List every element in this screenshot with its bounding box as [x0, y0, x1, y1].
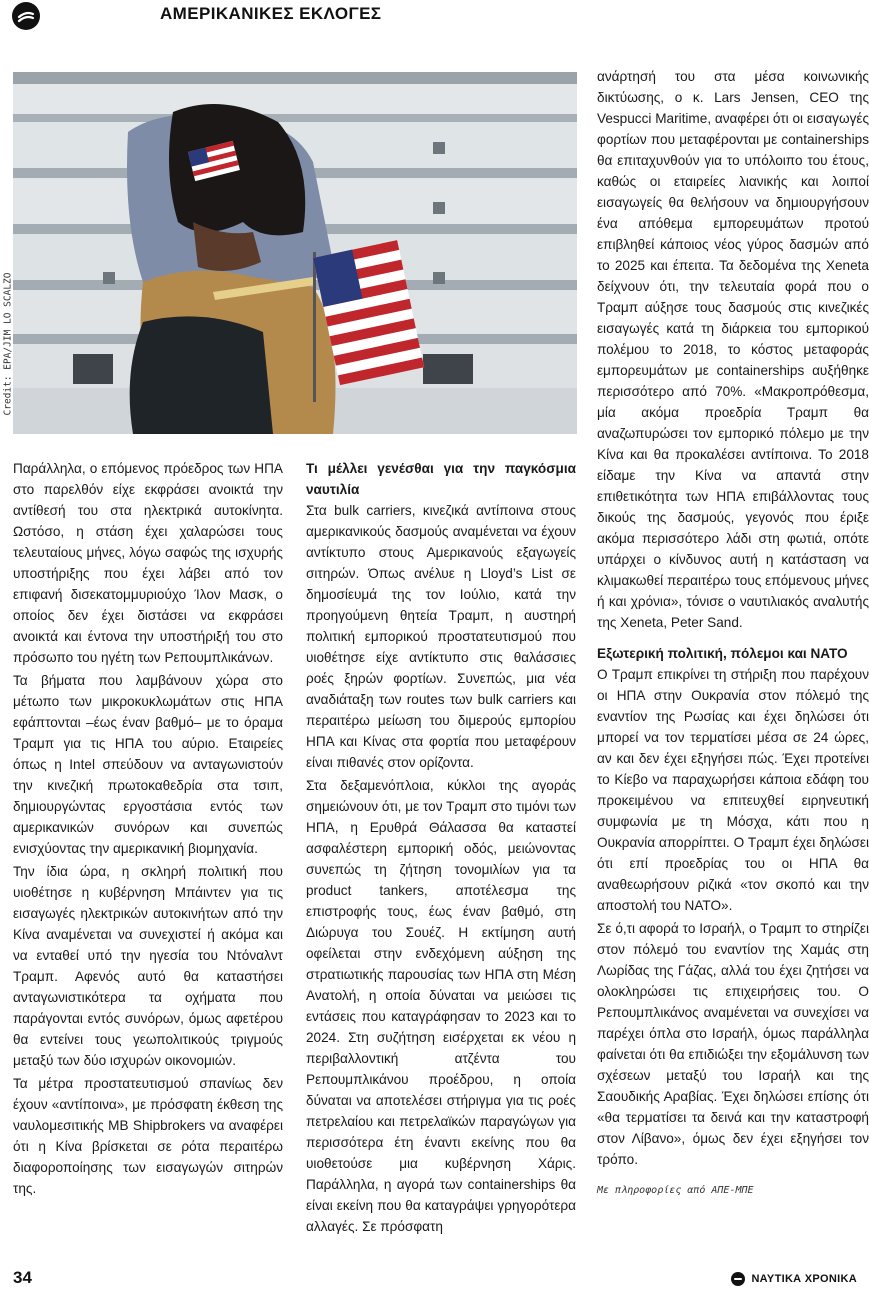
- article-column-right: [597, 66, 869, 1200]
- paragraph: ανάρτησή του στα μέσα κοινωνικής δικτύωσης, ο κ. Lars Jensen, CEO της Vespucci Maritime, αναφέρει ότι οι εισαγωγές φορτίων που μεταφέρονται με containerships θα επιταχυνθούν για το υπόλοιπο του έτους, καθώς οι εταιρείες λιανικής και λοιποί εισαγωγείς θα θελήσουν να δημιουργήσουν ένα απόθεμα εμπορευμάτων προτού επιβληθεί κάποιος νέος γύρος δασμών από το 2025 και έπειτα. Τα δεδομένα της Xeneta δείχνουν ότι, την τελευταία φορά που ο Τραμπ αύξησε τους δασμούς στις κινεζικές εισαγωγές κατά τη διάρκεια του εμπορικού πολέμου το 2018, το κόστος μεταφοράς εμπορευμάτων με containerships αυξήθηκε περισσότερο από 70%. «Μακροπρόθεσμα, μία ακόμα προεδρία Τραμπ θα αναζωπυρώσει τον εμπορικό πόλεμο με την Κίνα και θα προκαλέσει αντίποινα. Το 2018 είδαμε την Κίνα να απαντά στην επιθετικότητα των ΗΠΑ επιβάλλοντας τους δικούς της δασμούς, γεγονός που έριξε ακόμα περισσότερο λάδι στη φωτιά, οπότε υπάρχει ο κίνδυνος αυτή η κατάσταση να κλιμακωθεί περαιτέρω τους επόμενους μήνες ή και χρόνια», τόνισε ο ναυτιλιακός αναλυτής της Xeneta, Peter Sand.: [597, 69, 869, 630]
- article-column-left: [13, 458, 283, 1201]
- paragraph: Στα bulk carriers, κινεζικά αντίποινα στους αμερικανικούς δασμούς αναμένεται να έχουν αντίκτυπο στους Αμερικανούς εξαγωγείς σιτηρών. Όπως ανέλυε η Lloyd’s List σε δημοσίευμά της τον Ιούλιο, κατά την προηγούμενη θητεία Τραμπ, η αυστηρή πολιτική εμπορικού προστατευτισμού που υιοθέτησε είχε αντίκτυπο στις θαλάσσιες ροές ξηρών φορτίων. Συνεπώς, μια νέα αναδιάταξη των routes των bulk carriers και περαιτέρω μείωση του διμερούς εμπορίου ΗΠΑ και Κίνας στα φορτία που μεταφέρουν είναι πιθανές στον ορίζοντα.: [306, 503, 576, 770]
- section-title: ΑΜΕΡΙΚΑΝΙΚΕΣ ΕΚΛΟΓΕΣ: [160, 4, 382, 23]
- paragraph: Την ίδια ώρα, η σκληρή πολιτική που υιοθέτησε η κυβέρνηση Μπάιντεν για τις εισαγωγές ηλεκτρικών αυτοκινήτων από την Κίνα αναμένεται να συνεχιστεί ή ακόμα και να ενταθεί υπό την ηγεσία του Ντόναλντ Τραμπ. Αφενός αυτό θα καταστήσει ανταγωνιστικότερα τα οχήματα που παράγονται εντός συνόρων, όμως αφετέρου θα εντείνει τους γεωπολιτικούς τριγμούς μεταξύ των δύο ισχυρών οικονομιών.: [13, 864, 283, 1068]
- paragraph: Τα βήματα που λαμβάνουν χώρα στο μέτωπο των μικροκυκλωμάτων στις ΗΠΑ εφάπτονται –έως έναν βαθμό– με το όραμα Τραμπ για τις ΗΠΑ του αύριο. Εταιρείες όπως η Intel σπεύδουν να ανταγωνιστούν την κινεζική πρωτοκαθεδρία στα τσιπ, δημιουργώντας εργοστάσια εντός των αμερικανικών συνόρων και συνεπώς ενισχύοντας την αμερικανική βιομηχανία.: [13, 673, 283, 856]
- article-photo: [13, 72, 577, 434]
- paragraph: Στα δεξαμενόπλοια, κύκλοι της αγοράς σημειώνουν ότι, με τον Τραμπ στο τιμόνι των ΗΠΑ, η Ερυθρά Θάλασσα θα καταστεί ασφαλέστερη εμπορική οδός, μειώνοντας συνεπώς τη ζήτηση τονομιλίων για τα product tankers, αποτέλεσμα της επιστροφής τους, έως έναν βαθμό, στη Διώρυγα του Σουέζ. Η εκτίμηση αυτή οφείλεται στην ενδεχόμενη αύξηση της στρατιωτικής παρουσίας των ΗΠΑ στη Μέση Ανατολή, η οποία δύναται να μειώσει τις εντάσεις που καταγράφησαν το 2023 και το 2024. Στη συζήτηση εισέρχεται εκ νέου η περιβαλλοντική ατζέντα του Ρεπουμπλικάνου προέδρου, η οποία δύναται να αποτελέσει στήριγμα για τις ροές πετρελαίου και πετρελαϊκών παραγώγων για περισσότερα έτη έναντι εκείνης που θα υιοθετούσε μια κυβέρνηση Χάρις. Παράλληλα, η αγορά των containerships θα είναι εκείνη που θα καταγράψει γρηγορότερα αλλαγές. Σε πρόσφατη: [306, 778, 576, 1234]
- source-note: Με πληροφορίες από ΑΠΕ-ΜΠΕ: [597, 1185, 754, 1196]
- page-number: 34: [13, 1268, 32, 1287]
- subheading-shipping: Τι μέλλει γενέσθαι για την παγκόσμια ναυτιλία: [306, 461, 576, 497]
- publication-footer: [731, 1272, 857, 1286]
- paragraph: Τα μέτρα προστατευτισμού σπανίως δεν έχουν «αντίποινα», με πρόσφατη έκθεση της ναυλομεσιτικής MB Shipbrokers να αναφέρει ότι η Κίνα βρίσκεται σε ρότα περαιτέρω διαφοροποίησης των εισαγωγών σιτηρών της.: [13, 1076, 283, 1196]
- article-column-middle: [306, 458, 576, 1239]
- ship-logo-icon: [731, 1272, 745, 1286]
- circle-logo-icon: [12, 2, 40, 30]
- publication-name: ΝΑΥΤΙΚΑ ΧΡΟΝΙΚΑ: [751, 1273, 857, 1285]
- subheading-foreign-policy: Εξωτερική πολιτική, πόλεμοι και ΝΑΤΟ: [597, 646, 848, 661]
- paragraph: Παράλληλα, ο επόμενος πρόεδρος των ΗΠΑ στο παρελθόν είχε εκφράσει ανοικτά την αντίθεσή του στα ηλεκτρικά αυτοκίνητα. Ωστόσο, η στάση έχει χαλαρώσει τους τελευταίους μήνες, λόγω σαφώς της ισχυρής υποστήριξης που έχει λάβει από τον επιφανή δισεκατομμυριούχο Ίλον Μασκ, ο οποίος δεν έχει διστάσει να εκφράσει ανοικτά και έντονα την υποστήριξή του στο πρόσωπο του ηγέτη των Ρεπουμπλικάνων.: [13, 461, 283, 665]
- photo-credit: Credit: EPA/JIM LO SCALZO: [2, 272, 14, 416]
- paragraph: Σε ό,τι αφορά το Ισραήλ, ο Τραμπ το στηρίζει στον πόλεμό του εναντίον της Χαμάς στη Λωρίδας της Γάζας, αλλά του έχει ζητήσει να ολοκληρώσει τις επιχειρήσεις του. Ο Ρεπουμπλικάνος αναμένεται να συνεχίσει να παρέχει όπλα στο Ισραήλ, όμως παράλληλα φαίνεται ότι θα επιδιώξει την εξομάλυνση των σχέσεων μεταξύ του Ισραήλ και της Σαουδικής Αραβίας. Έχει δηλώσει επίσης ότι «θα τερματίσει τα δεινά και την καταστροφή στον Λίβανο», όμως δεν έχει εξηγήσει τον τρόπο.: [597, 921, 869, 1167]
- paragraph: Ο Τραμπ επικρίνει τη στήριξη που παρέχουν οι ΗΠΑ στην Ουκρανία στον πόλεμό της εναντίον της Ρωσίας και έχει δηλώσει ότι μπορεί να τον τερματίσει μέσα σε 24 ώρες, αν και δεν έχει εξηγήσει πώς. Έχει προτείνει το Κίεβο να παραχωρήσει κάποια εδάφη του προκειμένου να επιτευχθεί ειρηνευτική συμφωνία με τη Μόσχα, κάτι που η Ουκρανία απορρίπτει. Ο Τραμπ έχει δηλώσει ότι επί προεδρίας του οι ΗΠΑ θα αναθεωρήσουν ριζικά «τον σκοπό και την αποστολή του ΝΑΤΟ».: [597, 667, 869, 913]
